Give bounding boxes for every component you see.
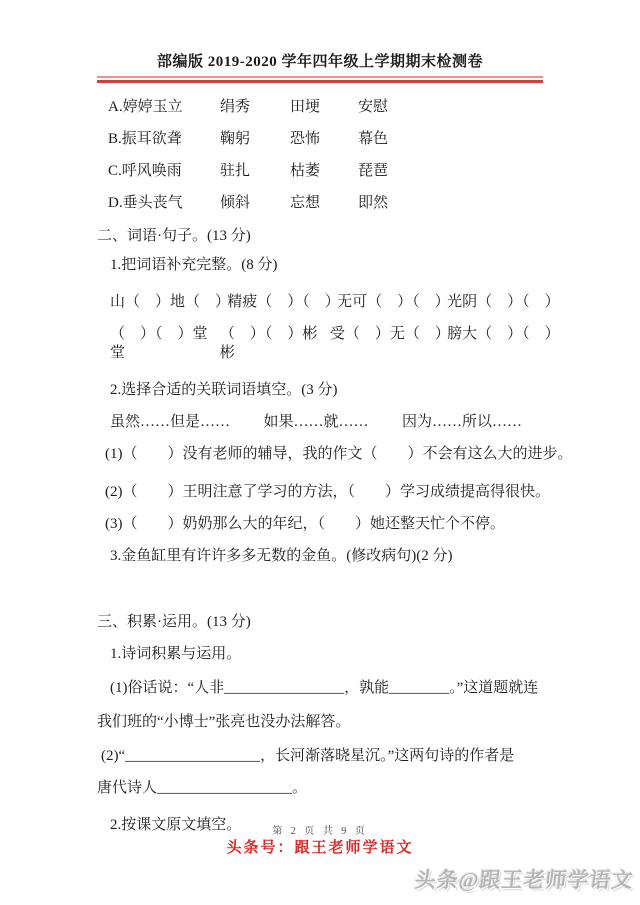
fill-word-blank: （ ）（ ）彬彬 (219, 326, 318, 361)
word-bank-item: 因为……所以…… (401, 414, 522, 430)
option-word: 驻扎 (220, 162, 251, 179)
option-word: 倾斜 (220, 194, 251, 211)
option-label-and-word: A.婷婷玉立 (108, 98, 183, 115)
section3-q2-heading: 2.按课文原文填空。 (110, 817, 242, 833)
conjunction-word-bank (97, 413, 522, 432)
option-row-d (97, 185, 560, 217)
section2-q2-item-1: (1)（ ）没有老师的辅导，我的作文（ ）不会有这么大的进步。 (105, 446, 573, 462)
section3-q1-line3: (2)“__________________，长河渐落晓星沉。”这两句诗的作者是 (101, 748, 515, 764)
option-word: 绢秀 (220, 98, 251, 115)
option-label-and-word: B.振耳欲聋 (108, 130, 182, 147)
fill-word-blank: （ ）（ ）堂堂 (110, 326, 208, 361)
option-word: 鞠躬 (220, 130, 251, 147)
fill-word-blank: 精疲（ ）（ ） (227, 294, 340, 310)
option-row-b (97, 121, 560, 153)
word-bank-item: 虽然……但是…… (110, 414, 231, 430)
fill-word-blank: 光阴（ ）（ ） (447, 294, 560, 310)
page-footer (0, 825, 640, 858)
option-word: 即然 (358, 194, 389, 211)
option-label-and-word: D.垂头丧气 (108, 194, 183, 211)
option-word: 忘想 (290, 194, 321, 211)
word-bank-item: 如果……就…… (263, 414, 369, 430)
fill-word-blank: 山（ ）地（ ） (110, 294, 231, 310)
option-row-a (97, 89, 560, 121)
page-title: 部编版 2019-2020 学年四年级上学期期末检测卷 (157, 54, 483, 70)
fill-word-blank: 无可（ ）（ ） (337, 294, 450, 310)
section2-q1-heading: 1.把词语补充完整。(8 分) (110, 257, 278, 273)
option-word: 幕色 (358, 130, 389, 147)
section3-q1-line2: 我们班的“小博士”张亮也没办法解答。 (97, 714, 351, 730)
section3-q1-heading: 1.诗词积累与运用。 (110, 646, 242, 662)
section2-q3: 3.金鱼缸里有许许多多无数的金鱼。(修改病句)(2 分) (110, 548, 453, 564)
toutiao-watermark: 头条@跟王老师学语文 (414, 868, 636, 892)
option-row-c (97, 153, 560, 185)
option-label-and-word: C.呼风唤雨 (108, 162, 182, 179)
option-word: 田埂 (290, 98, 321, 115)
option-word: 枯萎 (290, 162, 321, 179)
option-word: 恐怖 (290, 130, 321, 147)
title-divider-rule (97, 76, 543, 83)
exam-page (97, 0, 573, 835)
fill-word-row-2 (97, 325, 560, 363)
section2-q2-item-2: (2)（ ）王明注意了学习的方法，（ ）学习成绩提高得很快。 (105, 484, 550, 500)
section2-heading: 二、词语·句子。(13 分) (97, 228, 251, 244)
section2-q2-heading: 2.选择合适的关联词语填空。(3 分) (110, 382, 338, 398)
section2-q2-item-3: (3)（ ）奶奶那么大的年纪，（ ）她还整天忙个不停。 (105, 516, 505, 532)
section3-heading: 三、积累·运用。(13 分) (97, 614, 251, 630)
page-number: 第 2 页 共 9 页 (272, 826, 368, 837)
question1-option-list (97, 89, 560, 217)
section3-q1-line4: 唐代诗人__________________。 (97, 780, 308, 796)
fill-word-blank: 膀大（ ）（ ） (447, 326, 560, 342)
channel-name: 头条号：跟王老师学语文 (226, 840, 414, 856)
option-word: 安慰 (358, 98, 389, 115)
option-word: 琵琶 (358, 162, 389, 179)
fill-word-row-1 (97, 293, 560, 312)
fill-word-blank: 受（ ）无（ ） (329, 326, 450, 342)
section3-q1-line1: (1)俗话说：“人非________________，孰能________。”这道题就连 (110, 680, 539, 696)
